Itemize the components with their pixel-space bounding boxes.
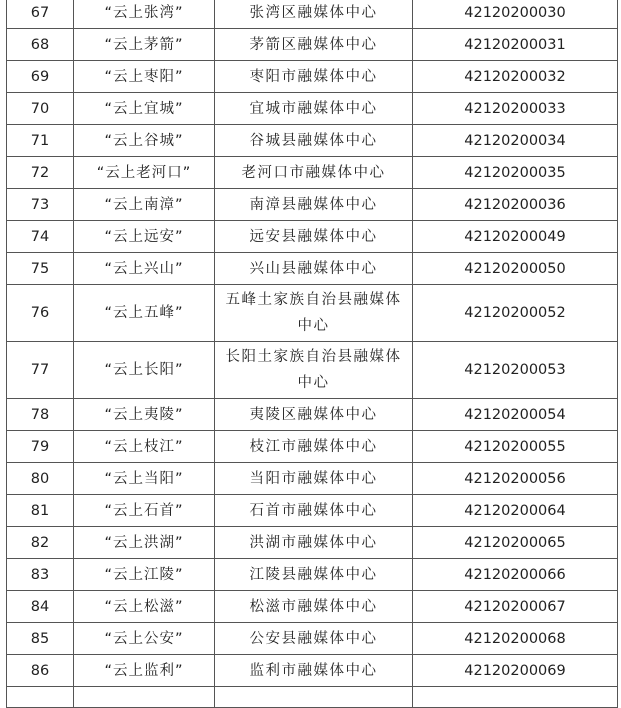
registration-code: 42120200053	[413, 342, 618, 399]
table-row	[7, 463, 618, 495]
row-number: 82	[7, 527, 74, 559]
organization-name: 茅箭区融媒体中心	[215, 29, 413, 61]
row-number: 77	[7, 342, 74, 399]
platform-name: “云上老河口”	[74, 157, 215, 189]
table-row	[7, 253, 618, 285]
registration-code: 42120200052	[413, 285, 618, 342]
organization-name: 石首市融媒体中心	[215, 495, 413, 527]
table-row	[7, 399, 618, 431]
row-number: 72	[7, 157, 74, 189]
organization-name: 张湾区融媒体中心	[215, 0, 413, 29]
organization-name: 老河口市融媒体中心	[215, 157, 413, 189]
table-row	[7, 623, 618, 655]
organization-name: 南漳县融媒体中心	[215, 189, 413, 221]
platform-name: “云上松滋”	[74, 591, 215, 623]
registration-code: 42120200069	[413, 655, 618, 687]
platform-name: “云上远安”	[74, 221, 215, 253]
table-row-partial	[7, 687, 618, 708]
row-number: 69	[7, 61, 74, 93]
row-number: 67	[7, 0, 74, 29]
registration-code: 42120200034	[413, 125, 618, 157]
registration-code: 42120200067	[413, 591, 618, 623]
table-row	[7, 0, 618, 29]
media-center-table	[6, 0, 618, 708]
row-number: 85	[7, 623, 74, 655]
table-row	[7, 591, 618, 623]
platform-name: “云上夷陵”	[74, 399, 215, 431]
registration-code: 42120200031	[413, 29, 618, 61]
table-row	[7, 61, 618, 93]
platform-name: “云上江陵”	[74, 559, 215, 591]
registration-code: 42120200033	[413, 93, 618, 125]
row-number: 73	[7, 189, 74, 221]
registration-code: 42120200066	[413, 559, 618, 591]
table-row	[7, 342, 618, 399]
platform-name: “云上兴山”	[74, 253, 215, 285]
row-number: 71	[7, 125, 74, 157]
table-row	[7, 527, 618, 559]
platform-name: “云上茅箭”	[74, 29, 215, 61]
organization-name: 远安县融媒体中心	[215, 221, 413, 253]
organization-name: 当阳市融媒体中心	[215, 463, 413, 495]
row-number: 84	[7, 591, 74, 623]
row-number: 86	[7, 655, 74, 687]
table-row	[7, 189, 618, 221]
platform-name: “云上南漳”	[74, 189, 215, 221]
row-number: 70	[7, 93, 74, 125]
platform-name: “云上监利”	[74, 655, 215, 687]
table-row	[7, 221, 618, 253]
platform-name: “云上张湾”	[74, 0, 215, 29]
registration-code: 42120200032	[413, 61, 618, 93]
table-row	[7, 495, 618, 527]
platform-name: “云上当阳”	[74, 463, 215, 495]
row-number: 78	[7, 399, 74, 431]
table-row	[7, 125, 618, 157]
organization-name: 宜城市融媒体中心	[215, 93, 413, 125]
registration-code: 42120200036	[413, 189, 618, 221]
platform-name: “云上宜城”	[74, 93, 215, 125]
organization-name: 松滋市融媒体中心	[215, 591, 413, 623]
organization-name: 洪湖市融媒体中心	[215, 527, 413, 559]
row-number: 74	[7, 221, 74, 253]
organization-name: 夷陵区融媒体中心	[215, 399, 413, 431]
row-number: 83	[7, 559, 74, 591]
row-number: 75	[7, 253, 74, 285]
platform-name: “云上五峰”	[74, 285, 215, 342]
platform-name: “云上枝江”	[74, 431, 215, 463]
row-number: 68	[7, 29, 74, 61]
organization-name: 五峰土家族自治县融媒体中心	[215, 285, 413, 342]
row-number: 81	[7, 495, 74, 527]
registration-code: 42120200056	[413, 463, 618, 495]
organization-name: 公安县融媒体中心	[215, 623, 413, 655]
registration-code: 42120200030	[413, 0, 618, 29]
empty-cell	[7, 687, 74, 708]
row-number: 79	[7, 431, 74, 463]
registration-code: 42120200068	[413, 623, 618, 655]
registration-code: 42120200054	[413, 399, 618, 431]
registration-code: 42120200055	[413, 431, 618, 463]
platform-name: “云上谷城”	[74, 125, 215, 157]
organization-name: 枝江市融媒体中心	[215, 431, 413, 463]
registration-code: 42120200035	[413, 157, 618, 189]
empty-cell	[74, 687, 215, 708]
organization-name: 江陵县融媒体中心	[215, 559, 413, 591]
platform-name: “云上枣阳”	[74, 61, 215, 93]
organization-name: 枣阳市融媒体中心	[215, 61, 413, 93]
table-row	[7, 431, 618, 463]
empty-cell	[215, 687, 413, 708]
registration-code: 42120200049	[413, 221, 618, 253]
table-row	[7, 29, 618, 61]
empty-cell	[413, 687, 618, 708]
table-row	[7, 655, 618, 687]
registration-code: 42120200064	[413, 495, 618, 527]
table-row	[7, 559, 618, 591]
organization-name: 监利市融媒体中心	[215, 655, 413, 687]
platform-name: “云上石首”	[74, 495, 215, 527]
platform-name: “云上公安”	[74, 623, 215, 655]
platform-name: “云上洪湖”	[74, 527, 215, 559]
table-body	[7, 0, 618, 708]
organization-name: 兴山县融媒体中心	[215, 253, 413, 285]
row-number: 80	[7, 463, 74, 495]
registration-code: 42120200050	[413, 253, 618, 285]
table-row	[7, 285, 618, 342]
table-row	[7, 157, 618, 189]
registration-code: 42120200065	[413, 527, 618, 559]
organization-name: 长阳土家族自治县融媒体中心	[215, 342, 413, 399]
organization-name: 谷城县融媒体中心	[215, 125, 413, 157]
platform-name: “云上长阳”	[74, 342, 215, 399]
table-row	[7, 93, 618, 125]
row-number: 76	[7, 285, 74, 342]
media-center-table-container	[6, 0, 615, 708]
